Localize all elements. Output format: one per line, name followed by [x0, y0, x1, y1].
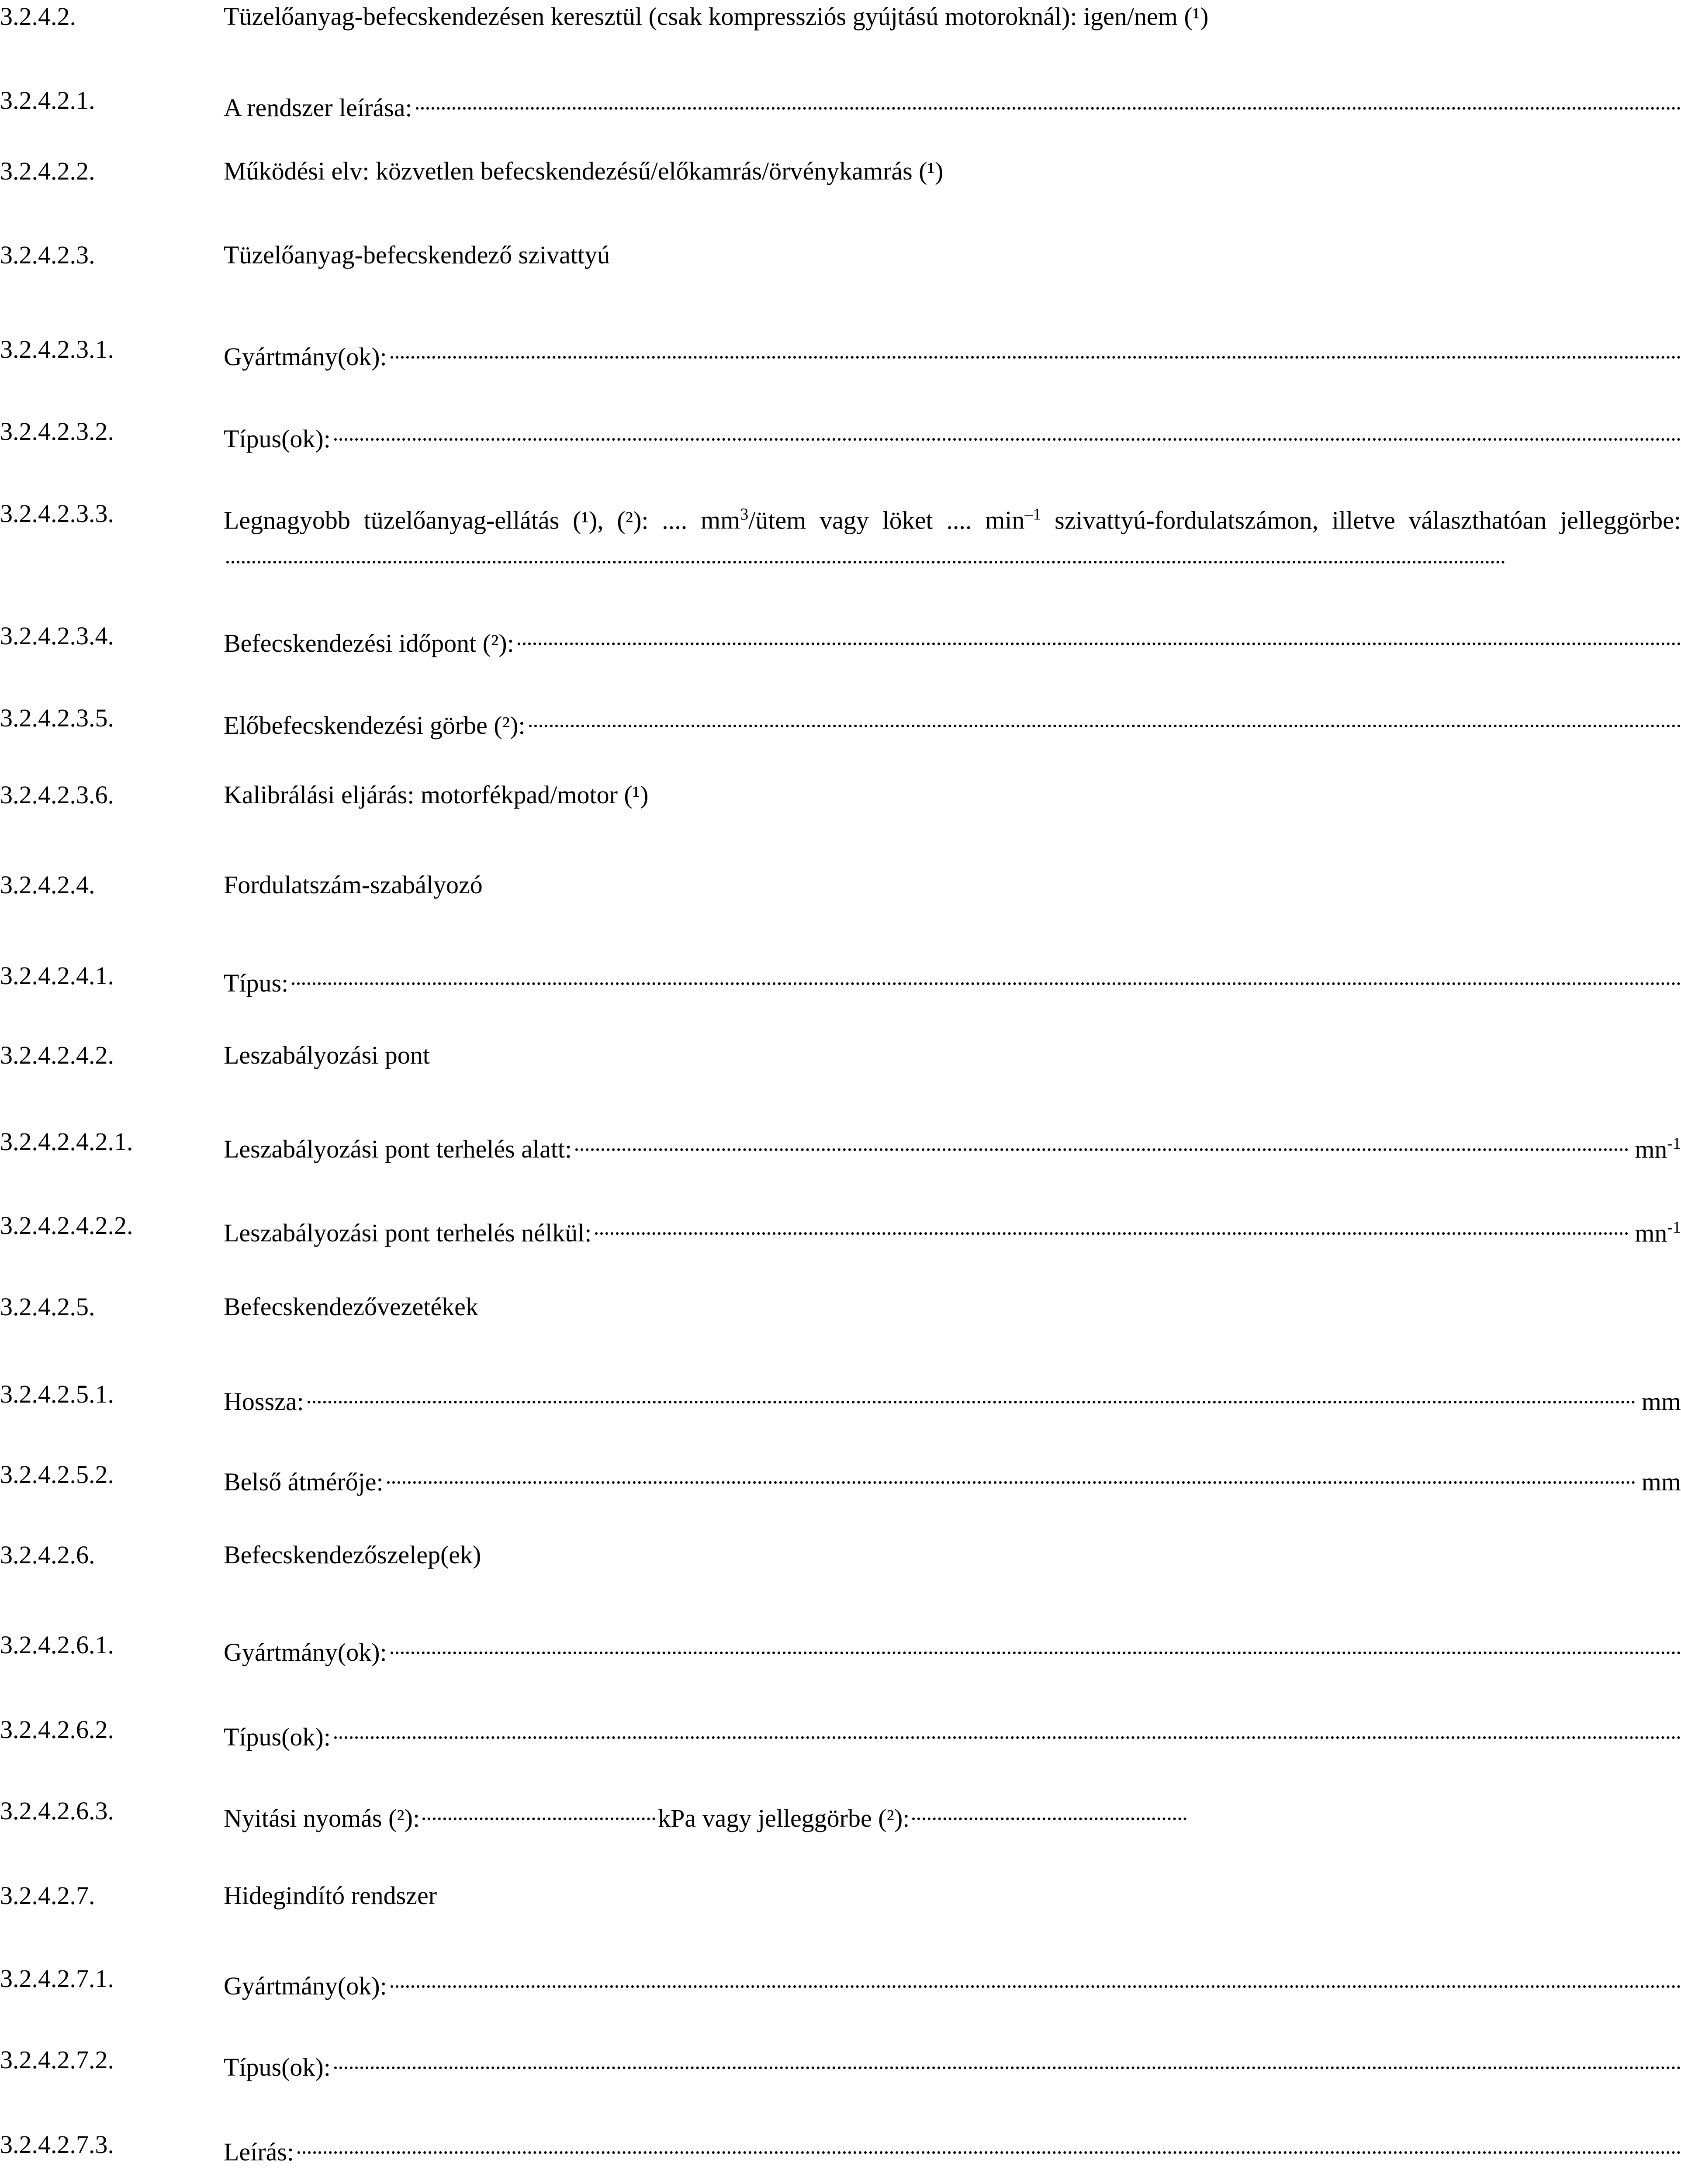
fill-in-line[interactable]	[331, 1714, 1681, 1745]
field-label: Típus(ok):	[224, 2053, 331, 2081]
unit-label: $mm^3$	[701, 505, 749, 535]
section-row	[0, 239, 1681, 271]
field-row	[0, 2129, 1681, 2166]
curve-fill-in-line[interactable]	[910, 1795, 1189, 1827]
unit-label: mm	[1641, 1468, 1681, 1496]
section-label: Kalibrálási eljárás: motorfékpad/motor (¹)	[224, 781, 649, 809]
field-label: Típus:	[224, 969, 289, 997]
section-number: 3.2.4.2.3.6.	[0, 781, 114, 809]
section-label: Leszabályozási pont	[224, 1041, 430, 1069]
field-label: Leszabályozási pont terhelés nélkül:	[224, 1219, 592, 1247]
section-row	[0, 1880, 1681, 1911]
unit-label: mm	[1641, 1387, 1681, 1416]
fill-in-line[interactable]	[387, 334, 1681, 365]
section-number: 3.2.4.2.7.	[0, 1881, 95, 1910]
field-row	[0, 1629, 1681, 1666]
section-number: 3.2.4.2.7.1.	[0, 1964, 114, 1993]
field-label: Típus(ok):	[224, 425, 331, 453]
field-row	[0, 2044, 1681, 2081]
field-row	[0, 85, 1681, 122]
field-label: Gyártmány(ok):	[224, 1638, 387, 1666]
field-label: kPa vagy jelleggörbe (²):	[658, 1804, 910, 1832]
fill-in-line[interactable]	[384, 1459, 1636, 1490]
field-row	[0, 1459, 1681, 1496]
field-label: Befecskendezési időpont (²):	[224, 629, 514, 657]
fill-in-line[interactable]	[412, 85, 1681, 116]
fill-in-line[interactable]	[387, 1963, 1681, 1994]
section-number: 3.2.4.2.4.2.	[0, 1041, 114, 1069]
section-row	[0, 1291, 1681, 1323]
section-number: 3.2.4.2.7.2.	[0, 2046, 114, 2074]
field-row	[0, 1379, 1681, 1416]
fill-in-line[interactable]	[572, 1126, 1629, 1158]
section-number: 3.2.4.2.3.4.	[0, 622, 114, 650]
field-label: Gyártmány(ok):	[224, 342, 387, 371]
section-number: 3.2.4.2.5.1.	[0, 1380, 114, 1408]
fill-in-line[interactable]	[304, 1379, 1636, 1410]
unit-label: $\min^{-1}$	[985, 505, 1041, 535]
field-row	[0, 620, 1681, 657]
field-row	[0, 702, 1681, 740]
unit-label: $mn^{-1}$	[1635, 1218, 1681, 1247]
section-number: 3.2.4.2.6.3.	[0, 1797, 114, 1825]
section-row	[0, 779, 1681, 811]
section-number: 3.2.4.2.6.1.	[0, 1631, 114, 1659]
field-label: Hossza:	[224, 1387, 304, 1416]
section-label: Tüzelőanyag-befecskendező szivattyú	[224, 241, 610, 269]
field-label: Belső átmérője:	[224, 1468, 384, 1496]
section-number: 3.2.4.2.3.2.	[0, 417, 114, 446]
section-label: Fordulatszám-szabályozó	[224, 871, 483, 899]
field-row	[0, 498, 1681, 563]
field-row	[0, 1714, 1681, 1751]
field-label: Nyitási nyomás (²):	[224, 1804, 420, 1832]
field-row	[0, 1795, 1681, 1832]
fill-in-line[interactable]	[591, 1210, 1629, 1241]
unit-label: $mn^{-1}$	[1635, 1134, 1681, 1163]
field-row	[0, 1126, 1681, 1163]
field-label: A rendszer leírása:	[224, 93, 412, 122]
section-number: 3.2.4.2.6.2.	[0, 1715, 114, 1744]
section-number: 3.2.4.2.3.5.	[0, 704, 114, 732]
section-number: 3.2.4.2.4.2.1.	[0, 1127, 133, 1156]
field-row	[0, 416, 1681, 453]
section-number: 3.2.4.2.5.2.	[0, 1460, 114, 1489]
field-row	[0, 960, 1681, 997]
section-row	[0, 869, 1681, 901]
fill-in-line[interactable]	[294, 2129, 1681, 2160]
section-number: 3.2.4.2.3.1.	[0, 335, 114, 363]
fill-in-line[interactable]	[288, 960, 1681, 992]
section-number: 3.2.4.2.3.	[0, 241, 95, 269]
field-label: Előbefecskendezési görbe (²):	[224, 711, 526, 740]
section-number: 3.2.4.2.3.3.	[0, 499, 114, 528]
field-row	[0, 334, 1681, 371]
fill-in-line[interactable]	[331, 2044, 1681, 2076]
field-label: Leírás:	[224, 2138, 294, 2166]
section-number: 3.2.4.2.	[0, 2, 76, 31]
field-label: szivattyú-fordulatszámon, illetve választhatóan jelleggörbe:	[1055, 506, 1681, 535]
field-label: Leszabályozási pont terhelés alatt:	[224, 1135, 572, 1163]
section-number: 3.2.4.2.1.	[0, 86, 95, 114]
section-number: 3.2.4.2.6.	[0, 1541, 95, 1569]
section-number: 3.2.4.2.4.1.	[0, 961, 114, 990]
section-label: Működési elv: közvetlen befecskendezésű/előkamrás/örvénykamrás (¹)	[224, 157, 944, 185]
field-label: /ütem vagy löket ....	[748, 506, 972, 535]
field-label: Típus(ok):	[224, 1723, 331, 1751]
section-row	[0, 1, 1681, 32]
field-label: Gyártmány(ok):	[224, 1972, 387, 2000]
section-label: Tüzelőanyag-befecskendezésen keresztül (csak kompressziós gyújtású motoroknál): igen/nem (¹)	[224, 2, 1209, 31]
fill-in-line[interactable]	[224, 539, 1508, 570]
field-label: Legnagyobb tüzelőanyag-ellátás (¹), (²): ....	[224, 506, 688, 535]
field-row	[0, 1963, 1681, 2000]
section-label: Befecskendezőszelep(ek)	[224, 1541, 481, 1569]
section-label: Hidegindító rendszer	[224, 1881, 437, 1910]
field-row	[0, 1210, 1681, 1247]
section-number: 3.2.4.2.5.	[0, 1292, 95, 1321]
section-row	[0, 1040, 1681, 1071]
section-number: 3.2.4.2.4.2.2.	[0, 1211, 133, 1240]
section-row	[0, 1539, 1681, 1571]
section-number: 3.2.4.2.2.	[0, 157, 95, 185]
section-number: 3.2.4.2.4.	[0, 871, 95, 899]
section-number: 3.2.4.2.7.3.	[0, 2130, 114, 2159]
pressure-fill-in-line[interactable]	[420, 1795, 658, 1827]
fill-in-line[interactable]	[387, 1629, 1681, 1661]
fill-in-line[interactable]	[331, 416, 1681, 447]
section-label: Befecskendezővezetékek	[224, 1292, 478, 1321]
fill-in-line[interactable]	[514, 620, 1681, 652]
section-row	[0, 156, 1681, 187]
fill-in-line[interactable]	[526, 702, 1681, 734]
